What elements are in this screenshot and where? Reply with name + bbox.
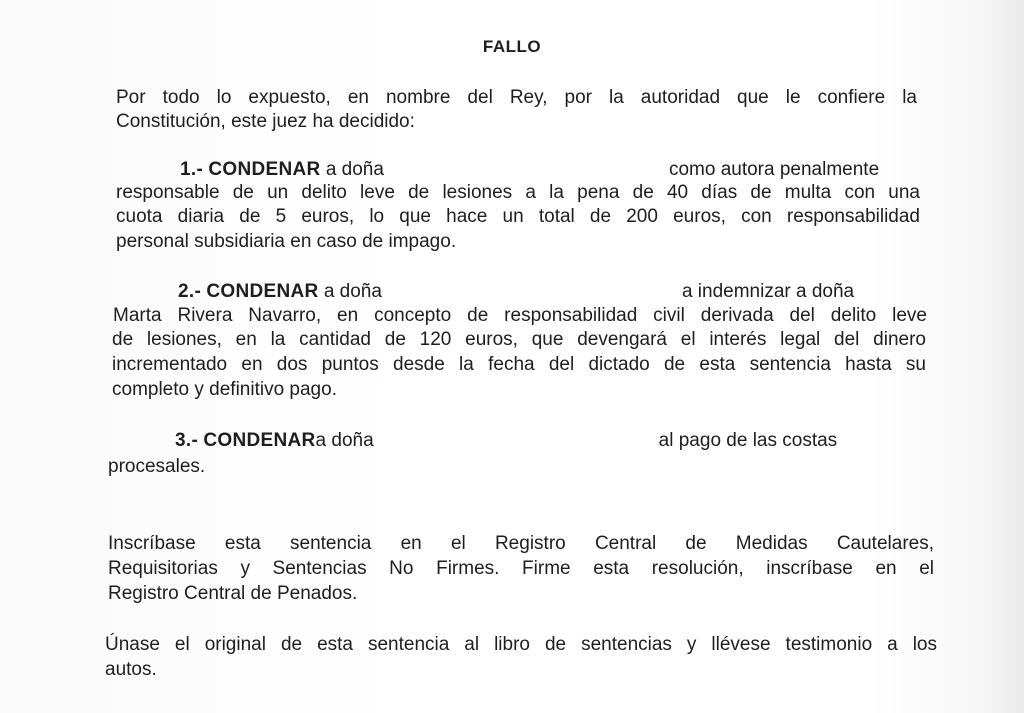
item-2-line-5: completo y definitivo pago. bbox=[112, 379, 337, 400]
item-1-first-line bbox=[180, 158, 879, 182]
item-2-prep: a doña bbox=[323, 281, 382, 302]
item-1-line-3: cuota diaria de 5 euros, lo que hace un total de 200 euros, con responsabilidad bbox=[116, 206, 920, 227]
item-3-prep: a doña bbox=[315, 430, 374, 451]
item-1-after: como autora penalmente bbox=[668, 159, 880, 180]
item-1-verb: CONDENAR bbox=[208, 159, 321, 180]
registro-line-2: Requisitorias y Sentencias No Firmes. Firme esta resolución, inscríbase en el bbox=[108, 558, 934, 579]
item-2-line-3: de lesiones, en la cantidad de 120 euros, que devengará el interés legal del dinero bbox=[112, 329, 926, 350]
item-2-first-line bbox=[178, 280, 854, 304]
item-1-number: 1.- bbox=[180, 159, 204, 180]
item-2-line-4: incrementado en dos puntos desde la fecha del dictado de esta sentencia hasta su bbox=[112, 354, 926, 375]
item-3-line-2: procesales. bbox=[108, 456, 206, 477]
item-2-number: 2.- bbox=[178, 281, 202, 302]
item-2-verb: CONDENAR bbox=[206, 281, 319, 302]
item-3-number: 3.- bbox=[175, 430, 199, 451]
union-line-1: Únase el original de esta sentencia al libro de sentencias y llévese testimonio a los bbox=[105, 634, 937, 655]
registro-line-1: Inscríbase esta sentencia en el Registro Central de Medidas Cautelares, bbox=[108, 533, 934, 554]
item-1-line-2: responsable de un delito leve de lesiones a la pena de 40 días de multa con una bbox=[116, 182, 920, 203]
item-1-prep: a doña bbox=[325, 159, 384, 180]
item-2-after: a indemnizar a doña bbox=[681, 281, 855, 302]
item-1-line-4: personal subsidiaria en caso de impago. bbox=[116, 231, 457, 252]
intro-line-2: Constitución, este juez ha decidido: bbox=[116, 111, 415, 132]
page-title: FALLO bbox=[482, 37, 542, 56]
registro-line-3: Registro Central de Penados. bbox=[108, 583, 358, 604]
item-2-line-2: Marta Rivera Navarro, en concepto de responsabilidad civil derivada del delito leve bbox=[113, 305, 927, 326]
intro-line-1: Por todo lo expuesto, en nombre del Rey, por la autoridad que le confiere la bbox=[116, 87, 917, 108]
item-3-verb: CONDENAR bbox=[203, 430, 316, 451]
item-3-first-line bbox=[175, 429, 837, 453]
item-3-after: al pago de las costas bbox=[658, 430, 838, 451]
union-line-2: autos. bbox=[105, 659, 157, 680]
